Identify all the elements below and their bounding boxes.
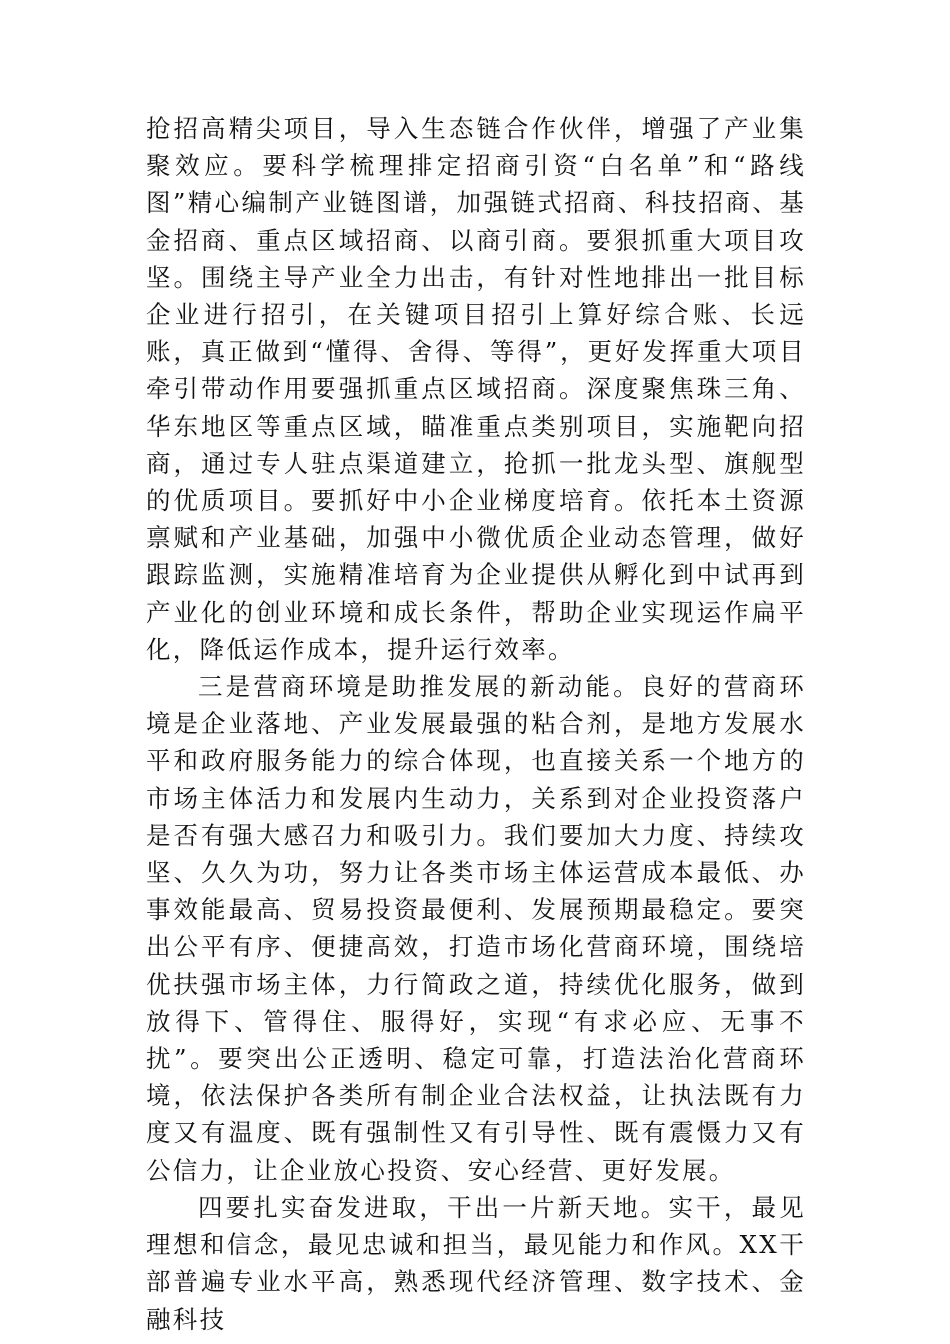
paragraph-hard-work: 四要扎实奋发进取，干出一片新天地。实干，最见理想和信念，最见忠诚和担当，最见能力和作风。XX干部普遍专业水平高，熟悉现代经济管理、数字技术、金融科技 — [146, 1192, 806, 1334]
paragraph-business-environment: 三是营商环境是助推发展的新动能。良好的营商环境是企业落地、产业发展最强的粘合剂，是地方发展水平和政府服务能力的综合体现，也直接关系一个地方的市场主体活力和发展内生动力，关系到对企业投资落户是否有强大感召力和吸引力。我们要加大力度、持续攻坚、久久为功，努力让各类市场主体运营成本最低、办事效能最高、贸易投资最便利、发展预期最稳定。要突出公平有序、便捷高效，打造市场化营商环境，围绕培优扶强市场主体，力行简政之道，持续优化服务，做到放得下、管得住、服得好，实现“有求必应、无事不扰”。要突出公正透明、稳定可靠，打造法治化营商环境，依法保护各类所有制企业合法权益，让执法既有力度又有温度、既有强制性又有引导性、既有震慑力又有公信力，让企业放心投资、安心经营、更好发展。 — [146, 672, 806, 1185]
document-page — [146, 110, 806, 1338]
paragraph-investment-attraction: 抢招高精尖项目，导入生态链合作伙伴，增强了产业集聚效应。要科学梳理排定招商引资“白名单”和“路线图”精心编制产业链图谱，加强链式招商、科技招商、基金招商、重点区域招商、以商引商。要狠抓重大项目攻坚。围绕主导产业全力出击，有针对性地排出一批目标企业进行招引，在关键项目招引上算好综合账、长远账，真正做到“懂得、舍得、等得”，更好发挥重大项目牵引带动作用要强抓重点区域招商。深度聚焦珠三角、华东地区等重点区域，瞄准重点类别项目，实施靶向招商，通过专人驻点渠道建立，抢抓一批龙头型、旗舰型的优质项目。要抓好中小企业梯度培育。依托本土资源禀赋和产业基础，加强中小微优质企业动态管理，做好跟踪监测，实施精准培育为企业提供从孵化到中试再到产业化的创业环境和成长条件，帮助企业实现运作扁平化，降低运作成本，提升运行效率。 — [146, 114, 806, 664]
